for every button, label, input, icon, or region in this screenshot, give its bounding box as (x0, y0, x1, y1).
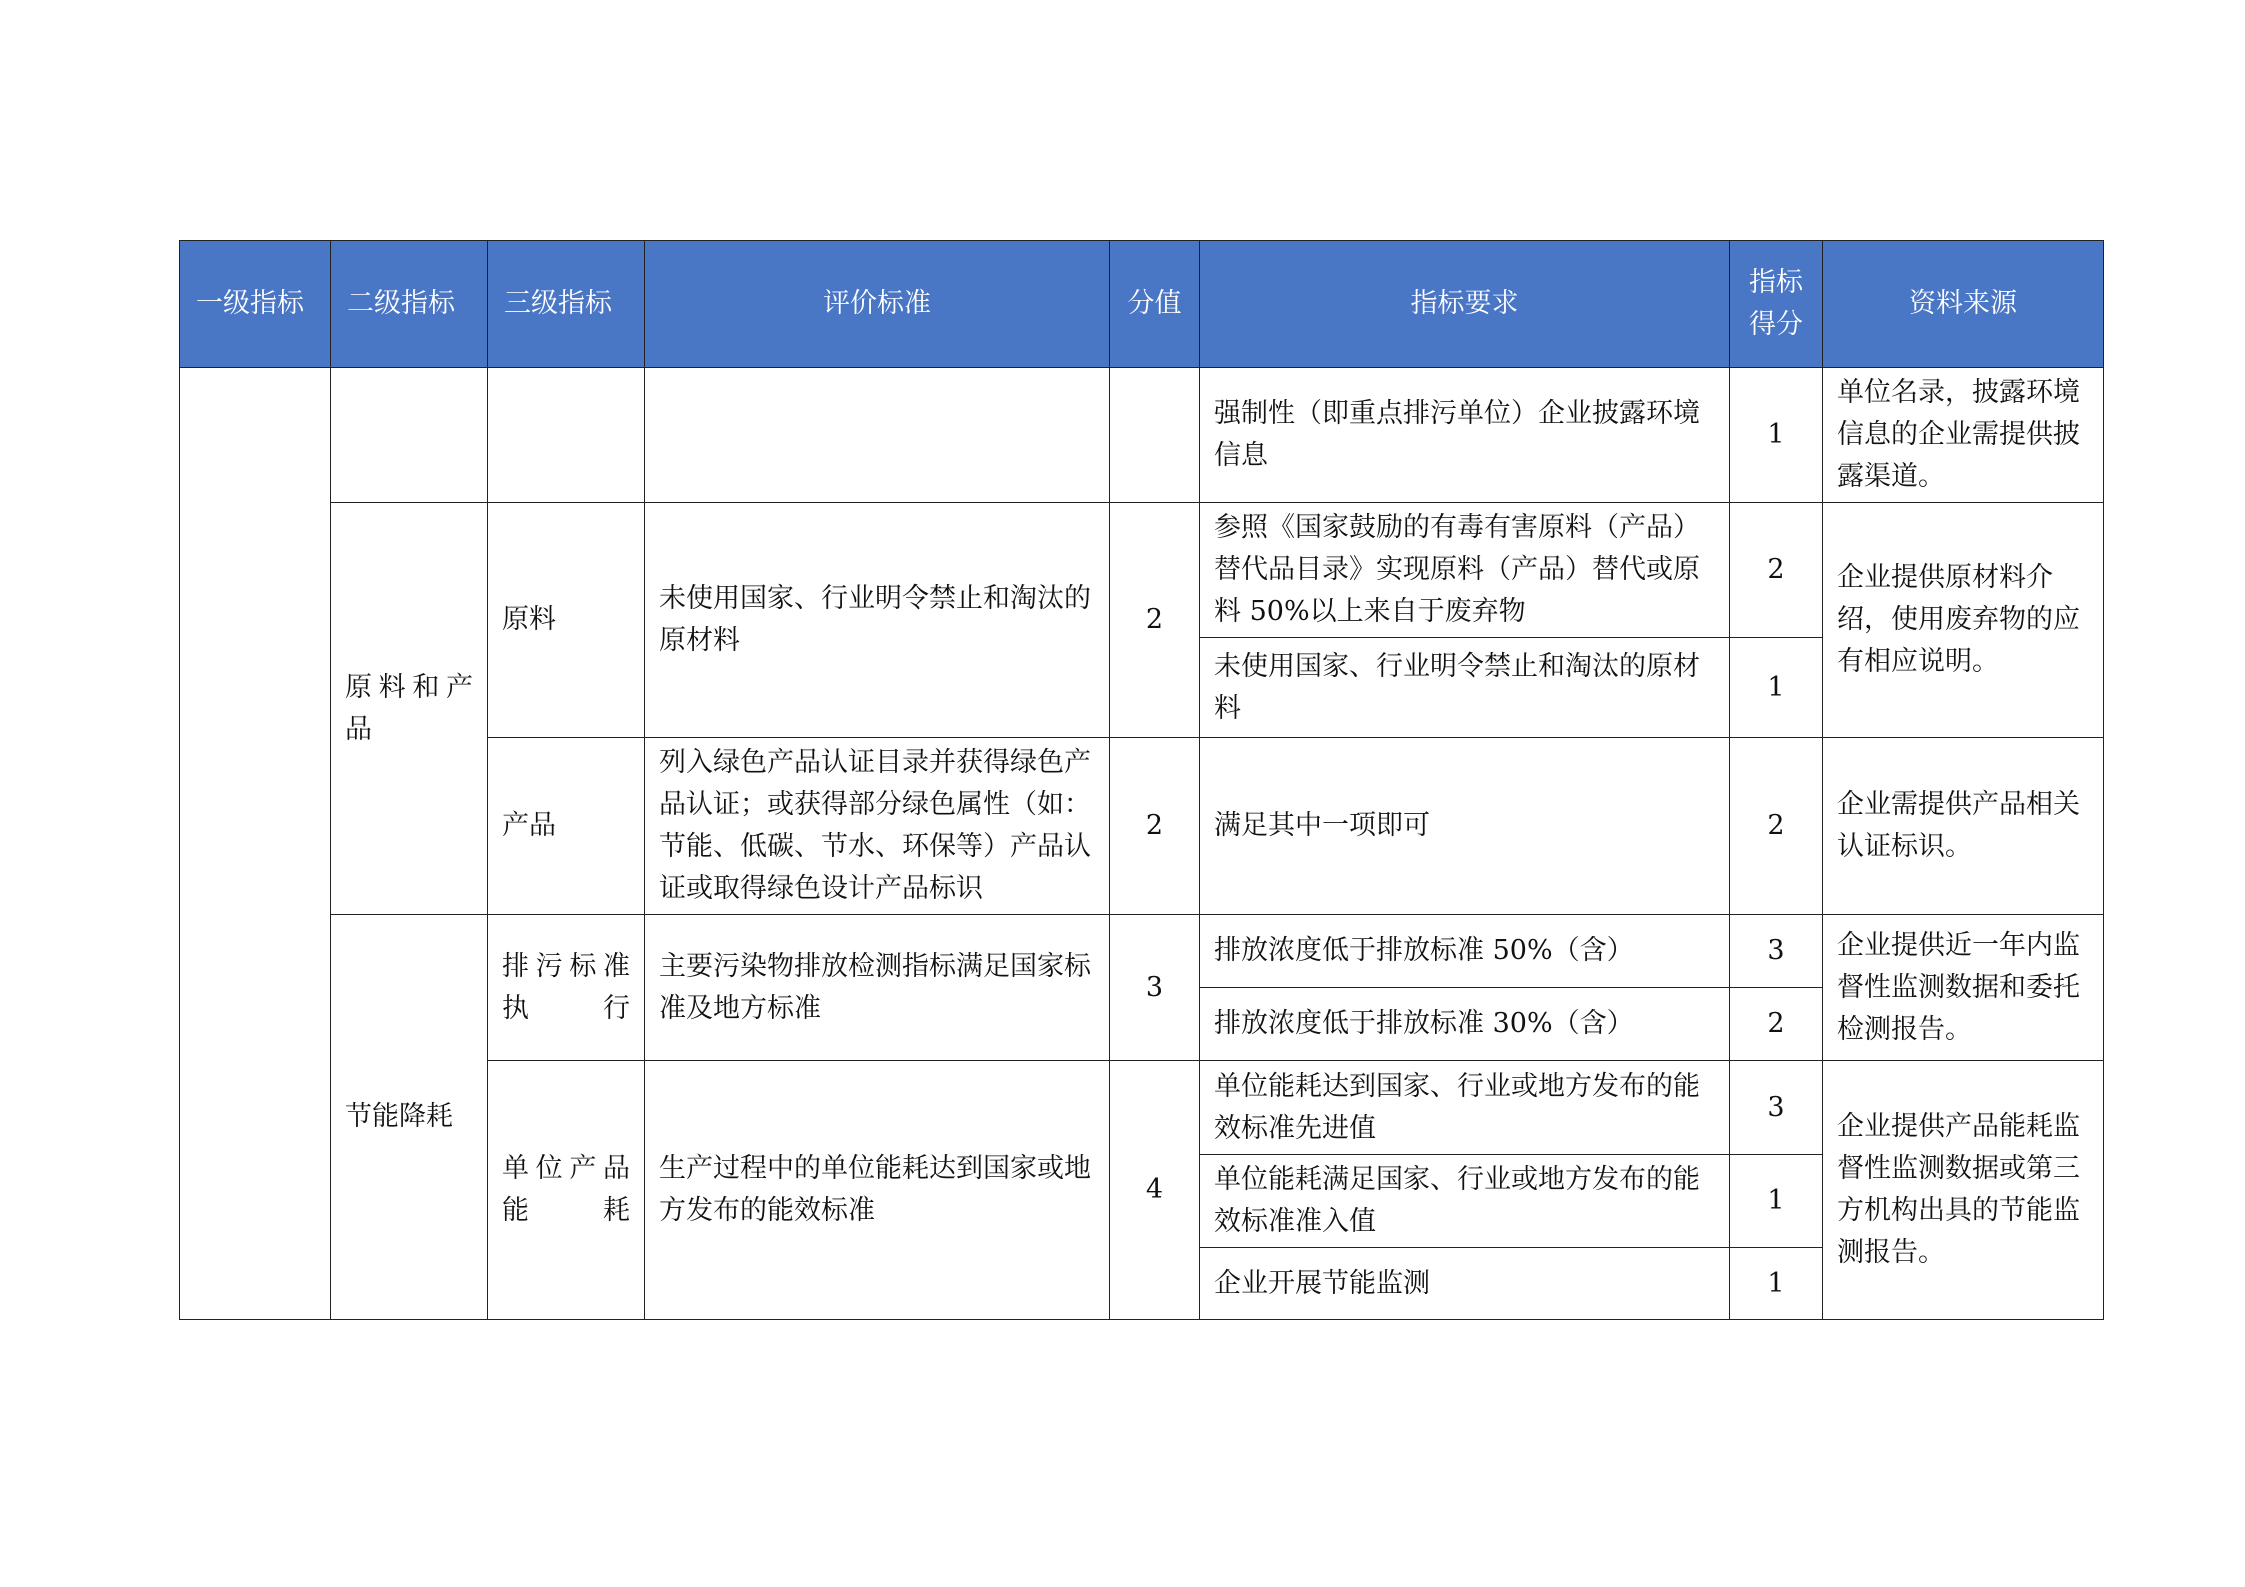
source-cell: 企业提供产品能耗监督性监测数据或第三方机构出具的节能监测报告。 (1823, 1061, 2104, 1320)
level1-cell (180, 368, 331, 1320)
requirement-cell: 强制性（即重点排污单位）企业披露环境信息 (1200, 368, 1730, 503)
level2-cell: 节能降耗 (331, 915, 488, 1320)
indicator-score-cell: 2 (1730, 988, 1823, 1061)
criteria-cell (645, 368, 1110, 503)
criteria-cell: 列入绿色产品认证目录并获得绿色产品认证；或获得部分绿色属性（如：节能、低碳、节水、环保等）产品认证或取得绿色设计产品标识 (645, 738, 1110, 915)
source-cell: 单位名录，披露环境信息的企业需提供披露渠道。 (1823, 368, 2104, 503)
value-cell: 4 (1110, 1061, 1200, 1320)
value-cell: 3 (1110, 915, 1200, 1061)
evaluation-table (179, 240, 2104, 1320)
value-cell (1110, 368, 1200, 503)
requirement-cell: 单位能耗达到国家、行业或地方发布的能效标准先进值 (1200, 1061, 1730, 1155)
level3-cell: 产品 (488, 738, 645, 915)
table-row (180, 368, 2104, 503)
requirement-cell: 参照《国家鼓励的有毒有害原料（产品）替代品目录》实现原料（产品）替代或原料 50%以上来自于废弃物 (1200, 503, 1730, 638)
criteria-cell: 未使用国家、行业明令禁止和淘汰的原材料 (645, 503, 1110, 738)
requirement-cell: 排放浓度低于排放标准 50%（含） (1200, 915, 1730, 988)
indicator-score-cell: 1 (1730, 368, 1823, 503)
indicator-score-cell: 2 (1730, 503, 1823, 638)
requirement-cell: 企业开展节能监测 (1200, 1248, 1730, 1320)
header-requirement: 指标要求 (1200, 241, 1730, 368)
indicator-score-cell: 1 (1730, 1155, 1823, 1248)
requirement-cell: 满足其中一项即可 (1200, 738, 1730, 915)
source-cell: 企业提供近一年内监督性监测数据和委托检测报告。 (1823, 915, 2104, 1061)
level3-cell: 排污标准执行 (488, 915, 645, 1061)
criteria-cell: 主要污染物排放检测指标满足国家标准及地方标准 (645, 915, 1110, 1061)
header-source: 资料来源 (1823, 241, 2104, 368)
requirement-cell: 未使用国家、行业明令禁止和淘汰的原材料 (1200, 638, 1730, 738)
indicator-score-cell: 3 (1730, 1061, 1823, 1155)
source-cell: 企业提供原材料介绍，使用废弃物的应有相应说明。 (1823, 503, 2104, 738)
value-cell: 2 (1110, 738, 1200, 915)
level2-cell (331, 368, 488, 503)
indicator-score-cell: 1 (1730, 1248, 1823, 1320)
level3-cell: 单位产品能耗 (488, 1061, 645, 1320)
level2-cell: 原料和产品 (331, 503, 488, 915)
table-row (180, 503, 2104, 638)
requirement-cell: 单位能耗满足国家、行业或地方发布的能效标准准入值 (1200, 1155, 1730, 1248)
header-indicator-score: 指标得分 (1730, 241, 1823, 368)
requirement-cell: 排放浓度低于排放标准 30%（含） (1200, 988, 1730, 1061)
indicator-score-cell: 1 (1730, 638, 1823, 738)
header-score: 分值 (1110, 241, 1200, 368)
value-cell: 2 (1110, 503, 1200, 738)
indicator-score-cell: 2 (1730, 738, 1823, 915)
indicator-score-cell: 3 (1730, 915, 1823, 988)
header-level1: 一级指标 (180, 241, 331, 368)
criteria-cell: 生产过程中的单位能耗达到国家或地方发布的能效标准 (645, 1061, 1110, 1320)
level3-cell: 原料 (488, 503, 645, 738)
header-level2: 二级指标 (331, 241, 488, 368)
level3-cell (488, 368, 645, 503)
table-header-row (180, 241, 2104, 368)
header-criteria: 评价标准 (645, 241, 1110, 368)
table-row (180, 915, 2104, 988)
header-level3: 三级指标 (488, 241, 645, 368)
source-cell: 企业需提供产品相关认证标识。 (1823, 738, 2104, 915)
